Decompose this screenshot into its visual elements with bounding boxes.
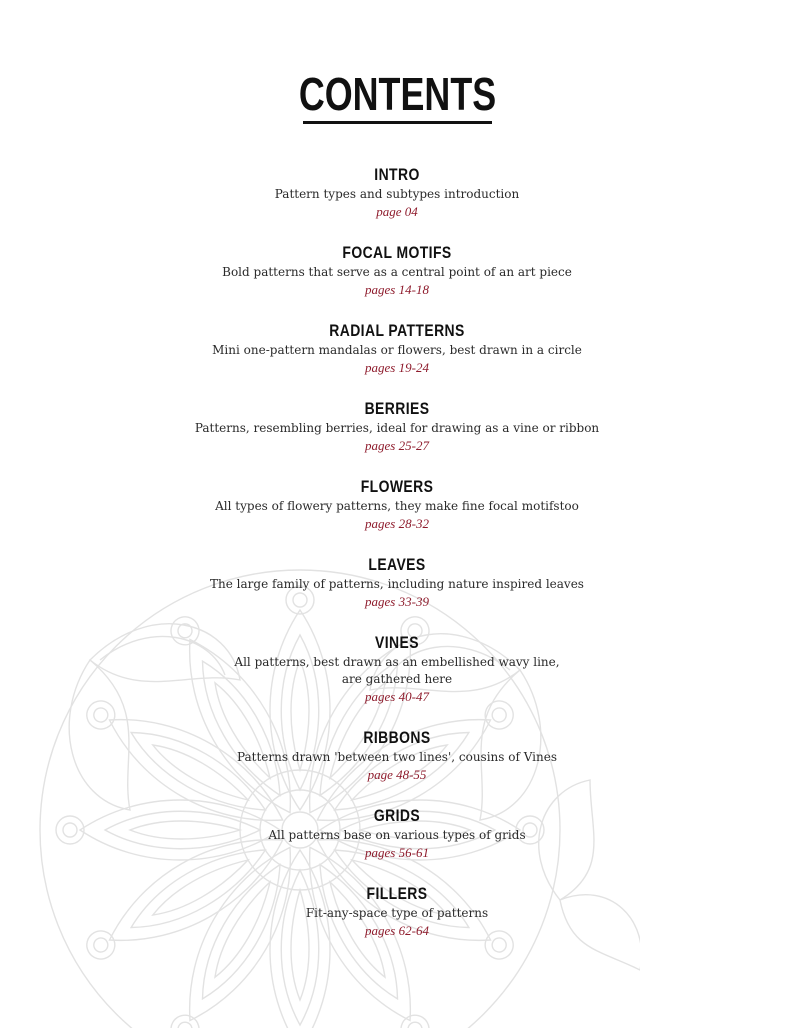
entry-description-line-2: are gathered here: [341, 672, 453, 686]
entry-heading: RADIAL PATTERNS: [329, 321, 465, 340]
entry-page-reference: pages 40-47: [365, 689, 429, 704]
entry-description: Pattern types and subtypes introduction: [274, 187, 520, 201]
entry-heading: VINES: [375, 633, 419, 652]
contents-entry-ribbons: [0, 727, 794, 805]
entry-heading: FILLERS: [366, 884, 428, 903]
entry-page-reference: pages 25-27: [365, 438, 429, 453]
entry-page-reference: page 48-55: [367, 767, 427, 782]
entry-heading: FOCAL MOTIFS: [342, 243, 452, 262]
entry-description: All patterns base on various types of grids: [268, 828, 526, 842]
entry-heading: BERRIES: [364, 399, 430, 418]
entry-page-reference: pages 19-24: [365, 360, 429, 375]
contents-entry-vines: [0, 632, 794, 727]
page-title-text: CONTENTS: [298, 68, 496, 120]
contents-entry-intro: [0, 164, 794, 242]
entry-heading: LEAVES: [368, 555, 426, 574]
entry-page-reference: pages 56-61: [365, 845, 429, 860]
entry-heading: FLOWERS: [360, 477, 434, 496]
entry-description: All patterns, best drawn as an embellished wavy line,: [234, 655, 560, 669]
entry-page-reference: pages 14-18: [365, 282, 429, 297]
entry-description: Patterns drawn 'between two lines', cousins of Vines: [236, 750, 558, 764]
entry-description: Fit-any-space type of patterns: [305, 906, 489, 920]
entry-heading: INTRO: [374, 165, 420, 184]
entry-description: Mini one-pattern mandalas or flowers, best drawn in a circle: [212, 343, 582, 357]
page-title: [0, 66, 794, 122]
entry-description: Patterns, resembling berries, ideal for drawing as a vine or ribbon: [194, 421, 600, 435]
entry-description: The large family of patterns, including nature inspired leaves: [210, 577, 584, 591]
entry-page-reference: pages 33-39: [365, 594, 429, 609]
entry-heading: GRIDS: [373, 806, 421, 825]
contents-entry-grids: [0, 805, 794, 883]
entry-description: All types of flowery patterns, they make fine focal motifstoo: [215, 499, 579, 513]
contents-entry-flowers: [0, 476, 794, 554]
contents-entry-radial-patterns: [0, 320, 794, 398]
contents-entry-leaves: [0, 554, 794, 632]
title-underline: [303, 121, 492, 124]
contents-list: [0, 164, 794, 961]
entry-page-reference: pages 28-32: [365, 516, 429, 531]
entry-heading: RIBBONS: [363, 728, 431, 747]
contents-entry-berries: [0, 398, 794, 476]
contents-entry-fillers: [0, 883, 794, 961]
contents-entry-focal-motifs: [0, 242, 794, 320]
entry-page-reference: page 04: [376, 204, 418, 219]
entry-description: Bold patterns that serve as a central point of an art piece: [222, 265, 572, 279]
entry-page-reference: pages 62-64: [365, 923, 429, 938]
